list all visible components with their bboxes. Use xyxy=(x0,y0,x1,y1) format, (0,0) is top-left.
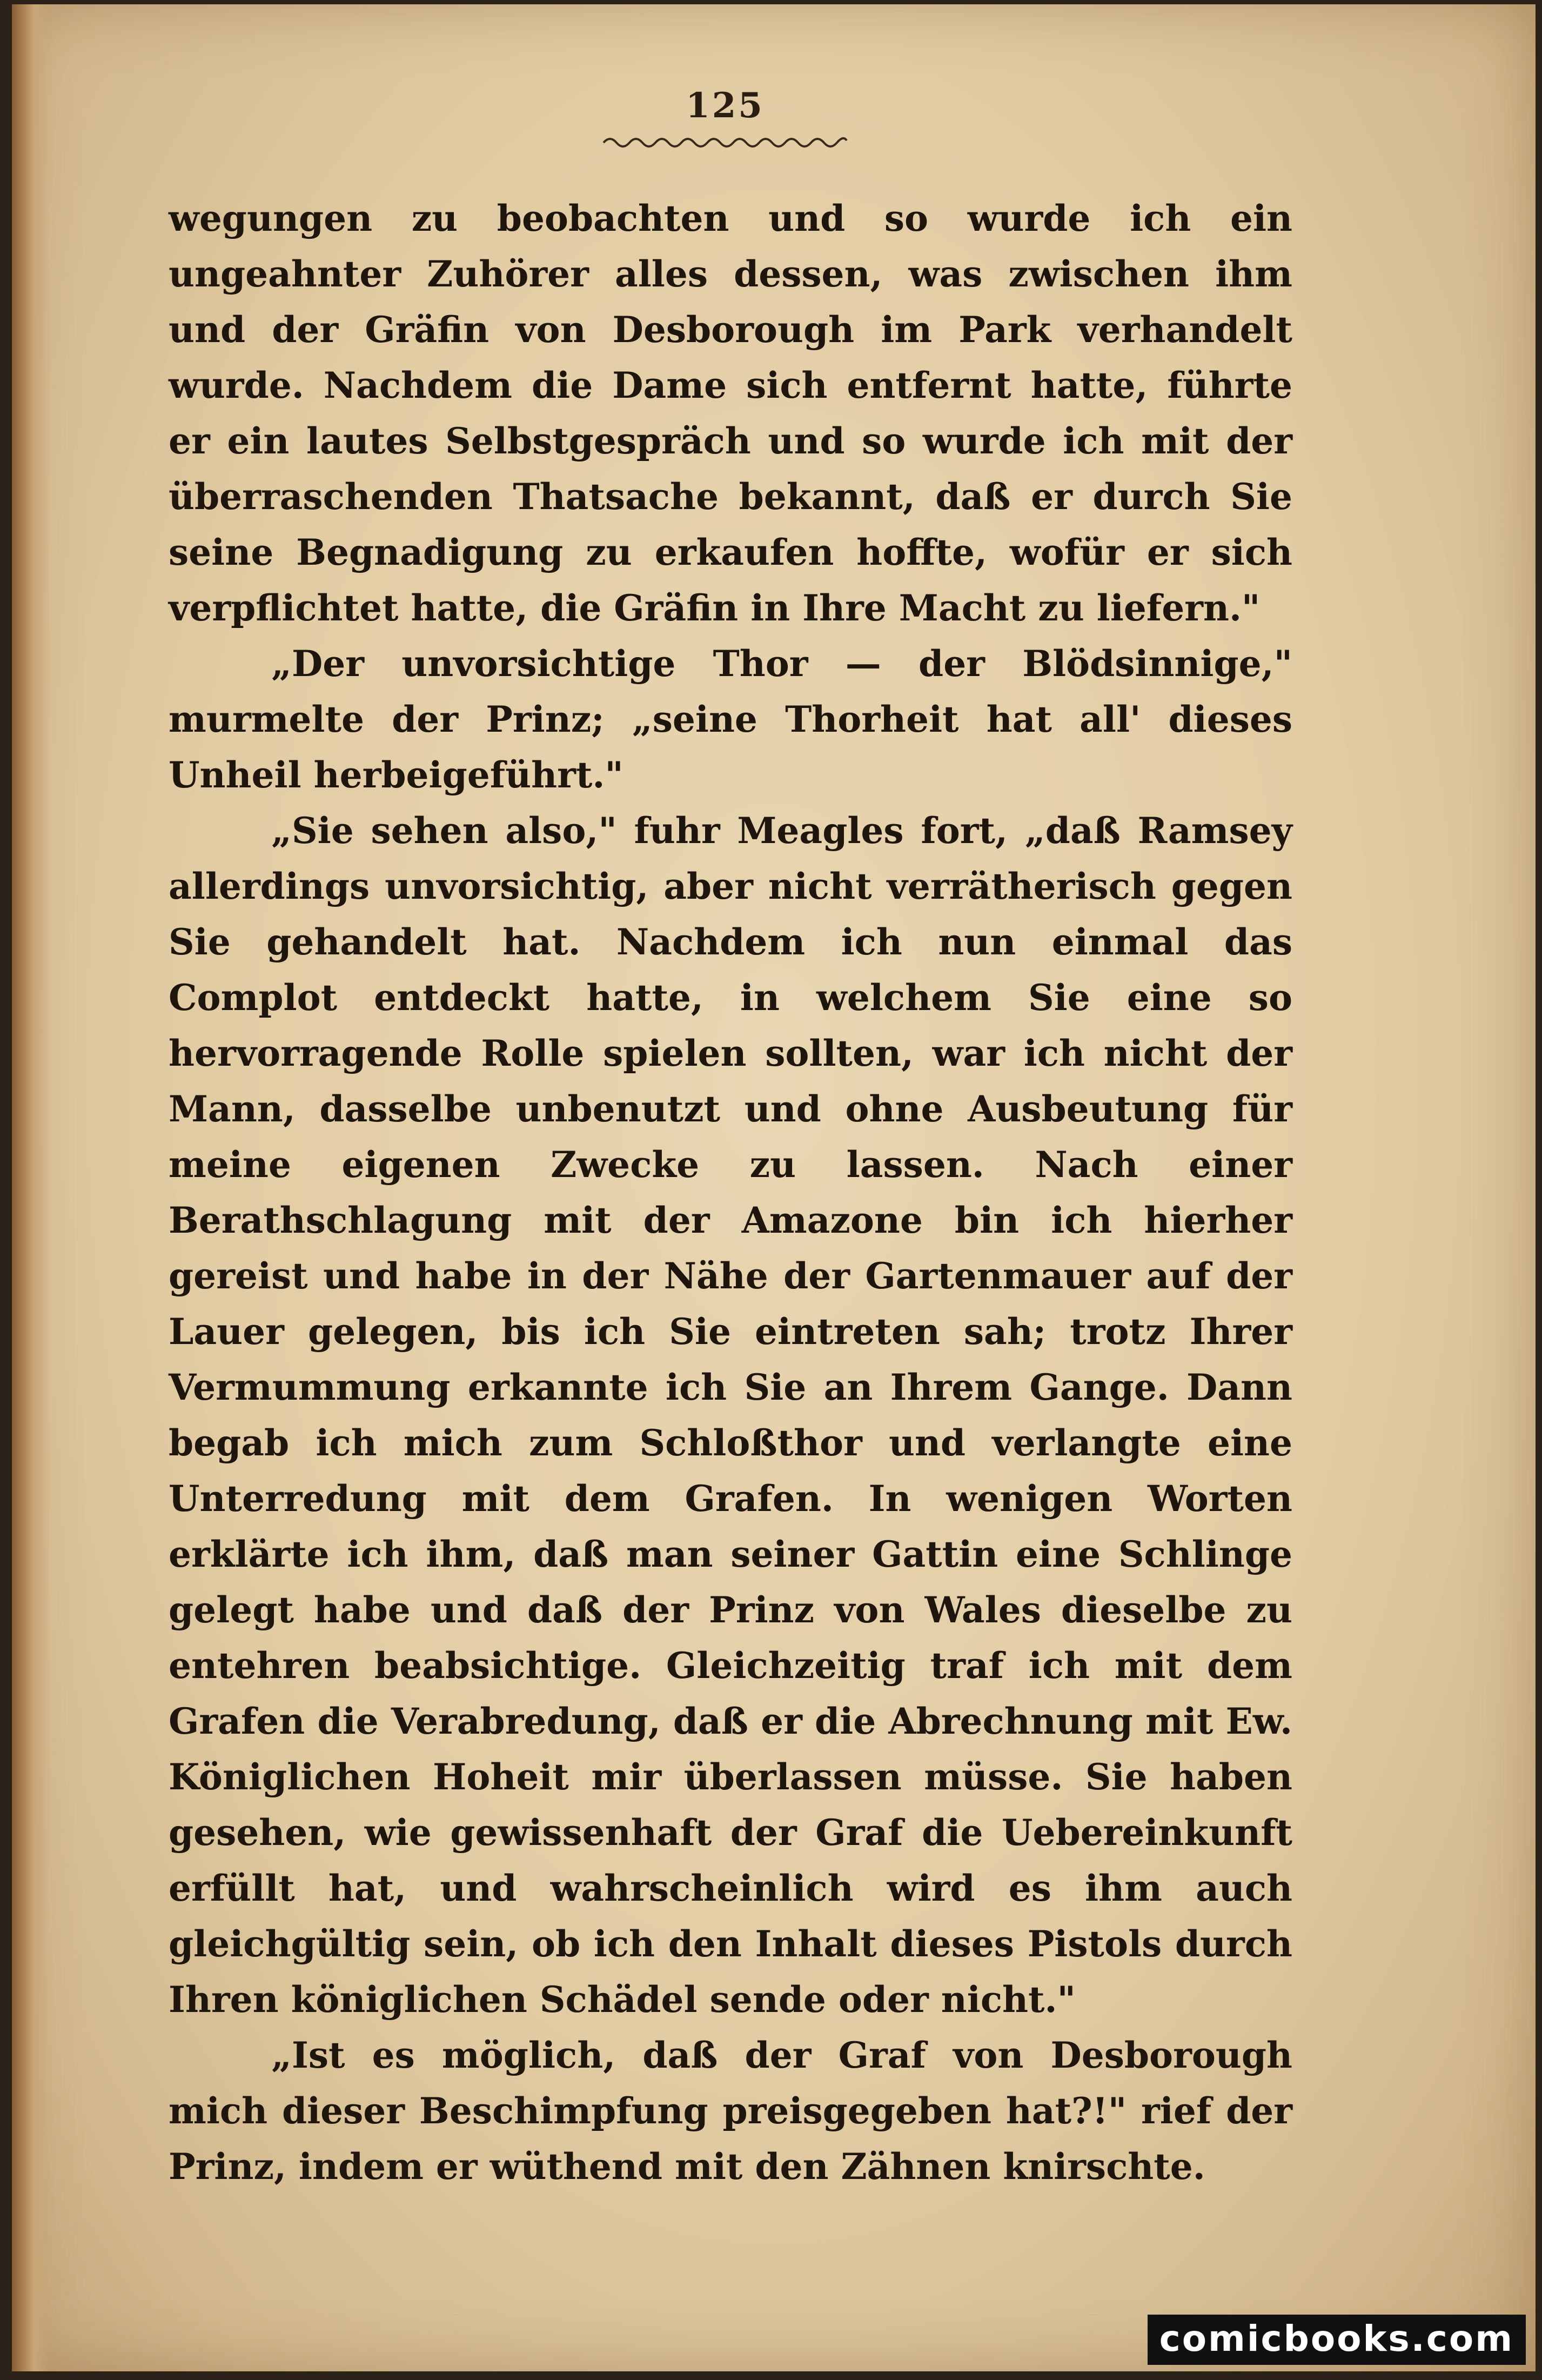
book-page xyxy=(12,4,1536,2371)
decorative-rule xyxy=(601,133,849,149)
page-spine-shadow xyxy=(12,4,50,2371)
body-text xyxy=(169,191,1292,2195)
paragraph-1: wegungen zu beobachten und so wurde ich ein ungeahnter Zuhörer alles dessen, was zwischen ihm und der Gräfin von Desborough im Park verhandelt wurde. Nachdem die Dame sich entfernt hatte, führte er ein lautes Selbstgespräch und so wurde ich mit der überraschenden Thatsache bekannt, daß er durch Sie seine Begnadigung zu erkaufen hoffte, wofür er sich verpflichtet hatte, die Gräfin in Ihre Macht zu liefern." xyxy=(169,197,1292,629)
page-number: 125 xyxy=(686,85,765,126)
paragraph-2: „Der unvorsichtige Thor — der Blödsinnige," murmelte der Prinz; „seine Thorheit hat all' dieses Unheil herbeigeführt." xyxy=(169,643,1292,796)
site-watermark: comicbooks.com xyxy=(1148,2315,1526,2365)
paragraph-4: „Ist es möglich, daß der Graf von Desborough mich dieser Beschimpfung preisgegeben hat?!" rief der Prinz, indem er wüthend mit den Zähnen knirschte. xyxy=(169,2034,1292,2188)
paragraph-3: „Sie sehen also," fuhr Meagles fort, „daß Ramsey allerdings unvorsichtig, aber nicht verrätherisch gegen Sie gehandelt hat. Nachdem ich nun einmal das Complot entdeckt hatte, in welchem Sie eine so hervorragende Rolle spielen sollten, war ich nicht der Mann, dasselbe unbenutzt und ohne Ausbeutung für meine eigenen Zwecke zu lassen. Nach einer Berathschlagung mit der Amazone bin ich hierher gereist und habe in der Nähe der Gartenmauer auf der Lauer gelegen, bis ich Sie eintreten sah; trotz Ihrer Vermummung erkannte ich Sie an Ihrem Gange. Dann begab ich mich zum Schloßthor und verlangte eine Unterredung mit dem Grafen. In wenigen Worten erklärte ich ihm, daß man seiner Gattin eine Schlinge gelegt habe und daß der Prinz von Wales dieselbe zu entehren beabsichtige. Gleichzeitig traf ich mit dem Grafen die Verabredung, daß er die Abrechnung mit Ew. Königlichen Hoheit mir überlassen müsse. Sie haben gesehen, wie gewissenhaft der Graf die Uebereinkunft erfüllt hat, und wahrscheinlich wird es ihm auch gleichgültig sein, ob ich den Inhalt dieses Pistols durch Ihren königlichen Schädel sende oder nicht." xyxy=(169,810,1292,2021)
